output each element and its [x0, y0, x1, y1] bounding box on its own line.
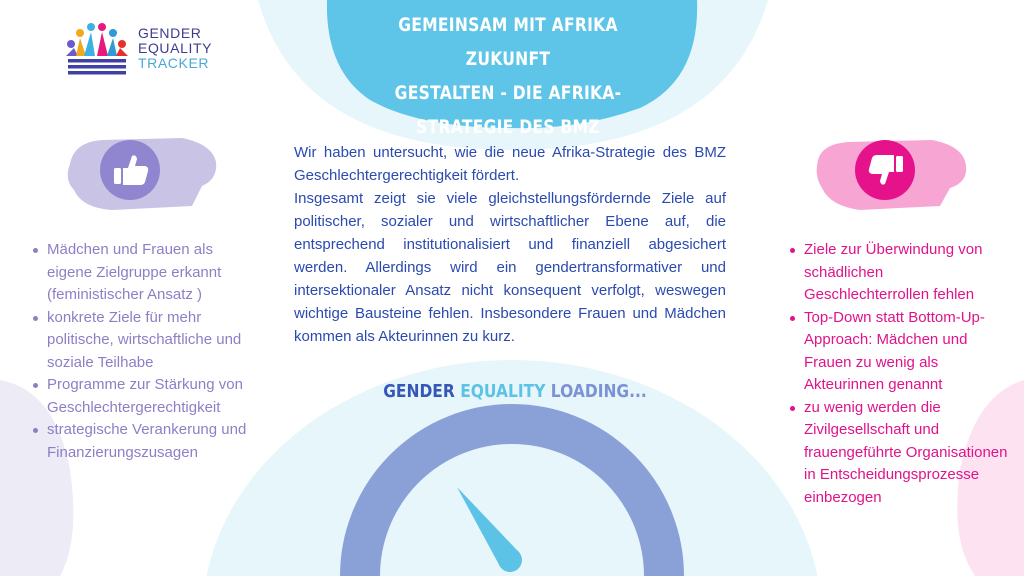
- cons-list: [790, 239, 1012, 509]
- loading-word-equality: EQUALITY: [460, 381, 546, 402]
- logo-line-2: EQUALITY: [138, 40, 213, 56]
- pros-list: [33, 239, 253, 464]
- loading-word-loading: LOADING...: [550, 381, 647, 402]
- logo-line-3: TRACKER: [138, 55, 210, 71]
- title-line-3: STRATEGIE DES BMZ: [416, 116, 600, 138]
- loading-word-gender: GENDER: [383, 381, 455, 402]
- title-line-1: GEMEINSAM MIT AFRIKA ZUKUNFT: [398, 14, 618, 70]
- con-item: zu wenig werden die Zivilgesellschaft und frauengeführte Organisationen in Entscheidungsprozesse einbezogen: [790, 397, 1012, 510]
- logo-line-1: GENDER: [138, 25, 202, 41]
- con-item: Top-Down statt Bottom-Up-Approach: Mädchen und Frauen zu wenig als Akteurinnen genannt: [790, 307, 1012, 397]
- pro-item: konkrete Ziele für mehr politische, wirtschaftliche und soziale Teilhabe: [33, 307, 253, 375]
- con-item: Ziele zur Überwindung von schädlichen Geschlechterrollen fehlen: [790, 239, 1012, 307]
- title-line-2: GESTALTEN - DIE AFRIKA-: [394, 82, 622, 104]
- intro-paragraph-1: Wir haben untersucht, wie die neue Afrika-Strategie des BMZ Geschlechtergerechtigkeit fördert.: [294, 144, 726, 184]
- pro-item: Mädchen und Frauen als eigene Zielgruppe erkannt (feministischer Ansatz ): [33, 239, 253, 307]
- pro-item: strategische Verankerung und Finanzierungszusagen: [33, 419, 253, 464]
- pro-item: Programme zur Stärkung von Geschlechtergerechtigkeit: [33, 374, 253, 419]
- intro-paragraph-2: Insgesamt zeigt sie viele gleichstellungsfördernde Ziele auf politischer, sozialer und wirtschaftlicher Ebene auf, die entsprechend institutionalisiert und finanziell abgesichert werden. Allerdings wird ein gendertransformativer und intersektionaler Ansatz nicht konsequent verfolgt, weswegen wichtige Bausteine fehlen. Insbesondere Frauen und Mädchen kommen als Akteurinnen zu kurz.: [294, 190, 726, 345]
